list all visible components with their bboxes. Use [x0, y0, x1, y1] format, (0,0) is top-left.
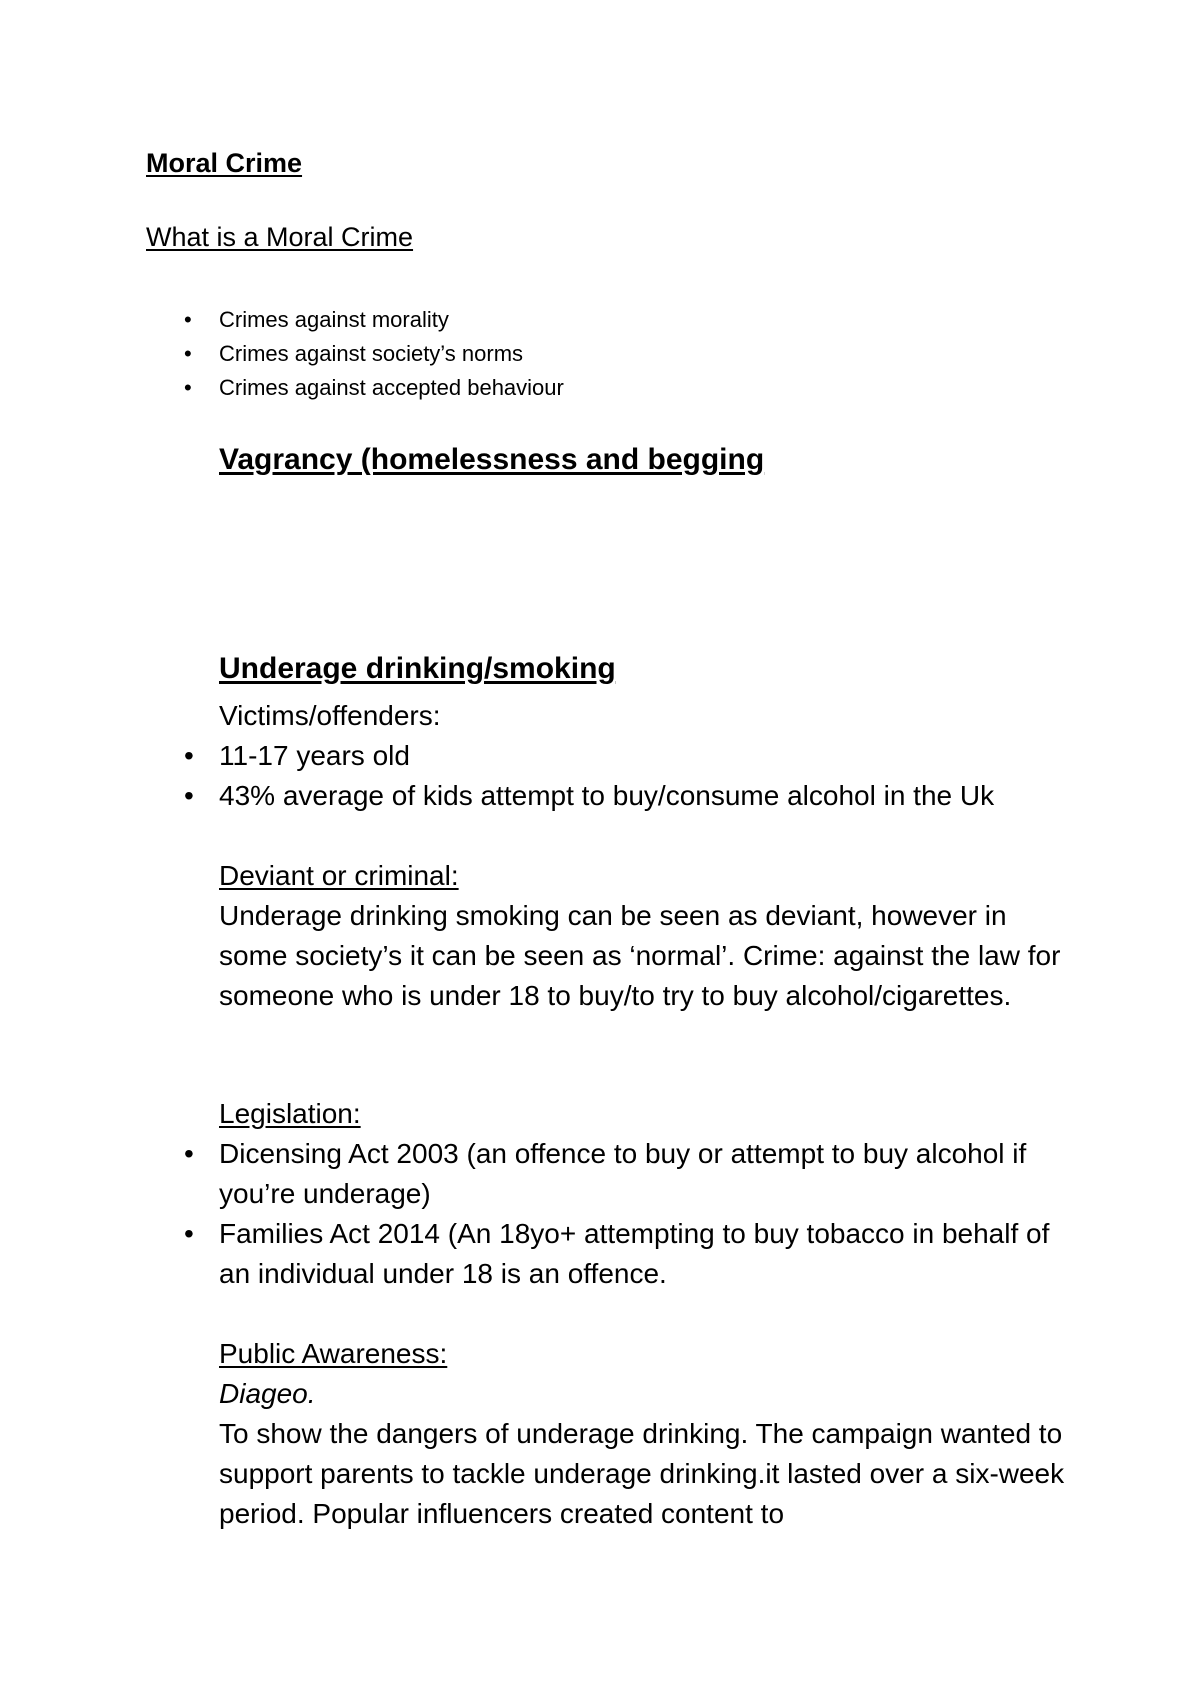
list-item — [0, 736, 1069, 776]
list-item — [0, 337, 564, 371]
list-item-text: Crimes against accepted behaviour — [219, 375, 564, 400]
section-heading-what-is: What is a Moral Crime — [146, 222, 414, 252]
vagrancy-heading: Vagrancy (homelessness and begging — [219, 443, 765, 476]
awareness-paragraph: To show the dangers of underage drinking. The campaign wanted to support parents to tackle underage drinking.it lasted over a six-week period. Popular influencers created content to — [219, 1418, 1065, 1529]
list-item-text: Dicensing Act 2003 (an offence to buy or attempt to buy alcohol if you’re underage) — [219, 1138, 1027, 1209]
bullet-icon: • — [184, 341, 192, 366]
bullet-icon: • — [184, 780, 194, 811]
legislation-bullet-list — [0, 1134, 1069, 1294]
bullet-icon: • — [184, 740, 194, 771]
victims-bullet-list — [0, 736, 1069, 816]
list-item — [0, 371, 564, 405]
list-item-text: Crimes against morality — [219, 307, 449, 332]
awareness-brand: Diageo. — [219, 1378, 316, 1409]
list-item — [0, 1214, 1069, 1294]
underage-heading: Underage drinking/smoking — [219, 652, 616, 685]
list-item — [0, 303, 564, 337]
bullet-icon: • — [184, 375, 192, 400]
victims-label: Victims/offenders: — [219, 700, 441, 731]
legislation-heading: Legislation: — [219, 1098, 361, 1129]
deviant-heading: Deviant or criminal: — [219, 860, 459, 891]
list-item-text: Crimes against society’s norms — [219, 341, 524, 366]
list-item — [0, 776, 1069, 816]
list-item-text: Families Act 2014 (An 18yo+ attempting to buy tobacco in behalf of an individual under 18 is an offence. — [219, 1218, 1050, 1289]
intro-bullet-list — [0, 303, 564, 405]
deviant-paragraph: Underage drinking smoking can be seen as deviant, however in some society’s it can be seen as ‘normal’. Crime: against the law for someone who is under 18 to buy/to try to buy alcohol/cigarettes. — [219, 900, 1061, 1011]
list-item-text: 11-17 years old — [219, 740, 410, 771]
awareness-heading: Public Awareness: — [219, 1338, 448, 1369]
list-item-text: 43% average of kids attempt to buy/consume alcohol in the Uk — [219, 780, 995, 811]
bullet-icon: • — [184, 1218, 194, 1249]
bullet-icon: • — [184, 1138, 194, 1169]
bullet-icon: • — [184, 307, 192, 332]
list-item — [0, 1134, 1069, 1214]
document-title: Moral Crime — [146, 148, 303, 178]
